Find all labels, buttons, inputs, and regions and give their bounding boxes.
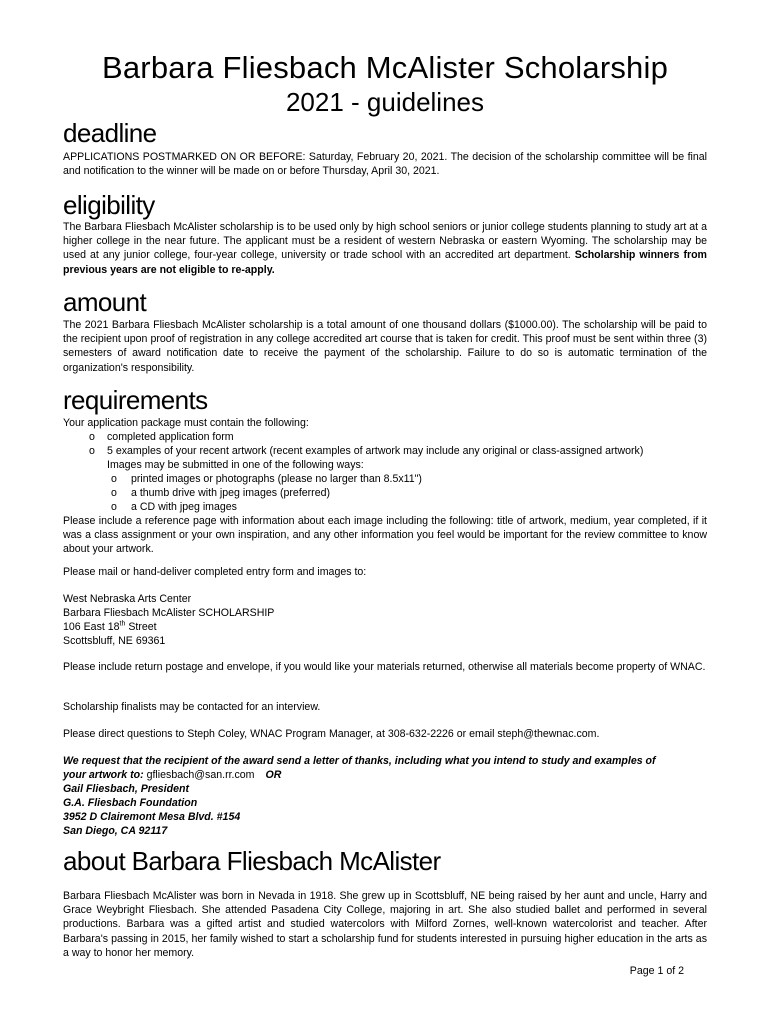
address-superscript: th	[119, 620, 126, 628]
requirement-subitem: a thumb drive with jpeg images (preferred)	[131, 487, 331, 499]
about-heading: about Barbara Fliesbach McAlister	[63, 846, 441, 876]
mail-text: Please mail or hand-deliver completed entry form and images to:	[63, 566, 367, 578]
eligibility-body: The Barbara Fliesbach McAlister scholarship is to be used only by high school seniors or junior college students planning to study art at a higher college in the near future. The applicant must be a resident of western Nebraska or eastern Wyoming. The scholarship may be used at any junior college, four-year college, university or trade school with an accredited art department.	[63, 221, 707, 262]
page-number: Page 1 of 2	[629, 965, 684, 977]
address-line	[63, 620, 157, 634]
eligibility-note: Scholarship winners from previous years are not eligible to re-apply.	[63, 249, 707, 276]
eligibility-text	[63, 220, 707, 277]
bullet-marker: o	[111, 473, 117, 485]
thanks-line: San Diego, CA 92117	[63, 825, 168, 837]
questions-text: Please direct questions to Steph Coley, WNAC Program Manager, at 308-632-2226 or email steph@thewnac.com.	[63, 728, 600, 740]
bullet-marker: o	[89, 445, 95, 457]
thanks-or: OR	[265, 769, 282, 781]
thanks-line: Gail Fliesbach, President	[63, 783, 189, 795]
thanks-line	[63, 768, 281, 782]
bullet-marker: o	[111, 501, 117, 513]
about-text: Barbara Fliesbach McAlister was born in Nevada in 1918. She grew up in Scottsbluff, NE being raised by her aunt and uncle, Harry and Grace Weybright Fliesbach. She attended Pasadena City College, majoring in art. She also studied ballet and performed in several productions. Barbara was a gifted artist and studied watercolors with Milford Zornes, well-known watercolorist and teacher. After Barbara's passing in 2015, her family wished to start a scholarship fund for students interested in pursuing higher education in the arts as a way to honor her memory.	[63, 890, 707, 959]
requirement-subitem: a CD with jpeg images	[131, 501, 237, 513]
thanks-email: gfliesbach@san.rr.com	[146, 769, 255, 781]
deadline-heading: deadline	[63, 118, 157, 148]
address-street: 106 East 18	[63, 621, 120, 633]
amount-text: The 2021 Barbara Fliesbach McAlister scholarship is a total amount of one thousand dollars ($1000.00). The scholarship will be paid to the recipient upon proof of registration in any college accredited art course that is taken for credit. This proof must be sent within three (3) semesters of award notification date to receive the payment of the scholarship. Failure to do so is automatic termination of the organization's responsibility.	[63, 319, 707, 374]
requirement-item: Images may be submitted in one of the following ways:	[107, 459, 364, 471]
amount-heading: amount	[63, 287, 147, 317]
document-title: Barbara Fliesbach McAlister Scholarship	[101, 50, 669, 85]
bullet-marker: o	[89, 431, 95, 443]
requirements-heading: requirements	[63, 385, 208, 415]
address-line: Scottsbluff, NE 69361	[63, 635, 166, 647]
finalists-text: Scholarship finalists may be contacted for an interview.	[63, 701, 321, 713]
eligibility-heading: eligibility	[63, 190, 155, 220]
requirement-item: completed application form	[107, 431, 234, 443]
address-street-suffix: Street	[125, 621, 157, 633]
return-text: Please include return postage and envelope, if you would like your materials returned, otherwise all materials become property of WNAC.	[63, 661, 706, 673]
address-line: West Nebraska Arts Center	[63, 593, 192, 605]
reference-text: Please include a reference page with information about each image including the following: title of artwork, medium, year completed, if it was a class assignment or your own inspiration, and any other information you feel would be important for the review committee to know about your artwork.	[63, 515, 707, 556]
document-subtitle: 2021 - guidelines	[285, 87, 485, 117]
deadline-text: APPLICATIONS POSTMARKED ON OR BEFORE: Saturday, February 20, 2021. The decision of the scholarship committee will be final and notification to the winner will be made on or before Thursday, April 30, 2021.	[63, 151, 707, 178]
thanks-prefix: your artwork to:	[63, 769, 147, 781]
thanks-line: 3952 D Clairemont Mesa Blvd. #154	[63, 811, 241, 823]
thanks-line: G.A. Fliesbach Foundation	[63, 797, 198, 809]
address-line: Barbara Fliesbach McAlister SCHOLARSHIP	[63, 607, 275, 619]
requirements-intro: Your application package must contain the following:	[63, 417, 309, 429]
thanks-line: We request that the recipient of the award send a letter of thanks, including what you intend to study and examples of	[63, 755, 656, 767]
bullet-marker: o	[111, 487, 117, 499]
requirement-subitem: printed images or photographs (please no larger than 8.5x11")	[131, 473, 422, 485]
requirement-item: 5 examples of your recent artwork (recent examples of artwork may include any original or class-assigned artwork)	[107, 445, 644, 457]
